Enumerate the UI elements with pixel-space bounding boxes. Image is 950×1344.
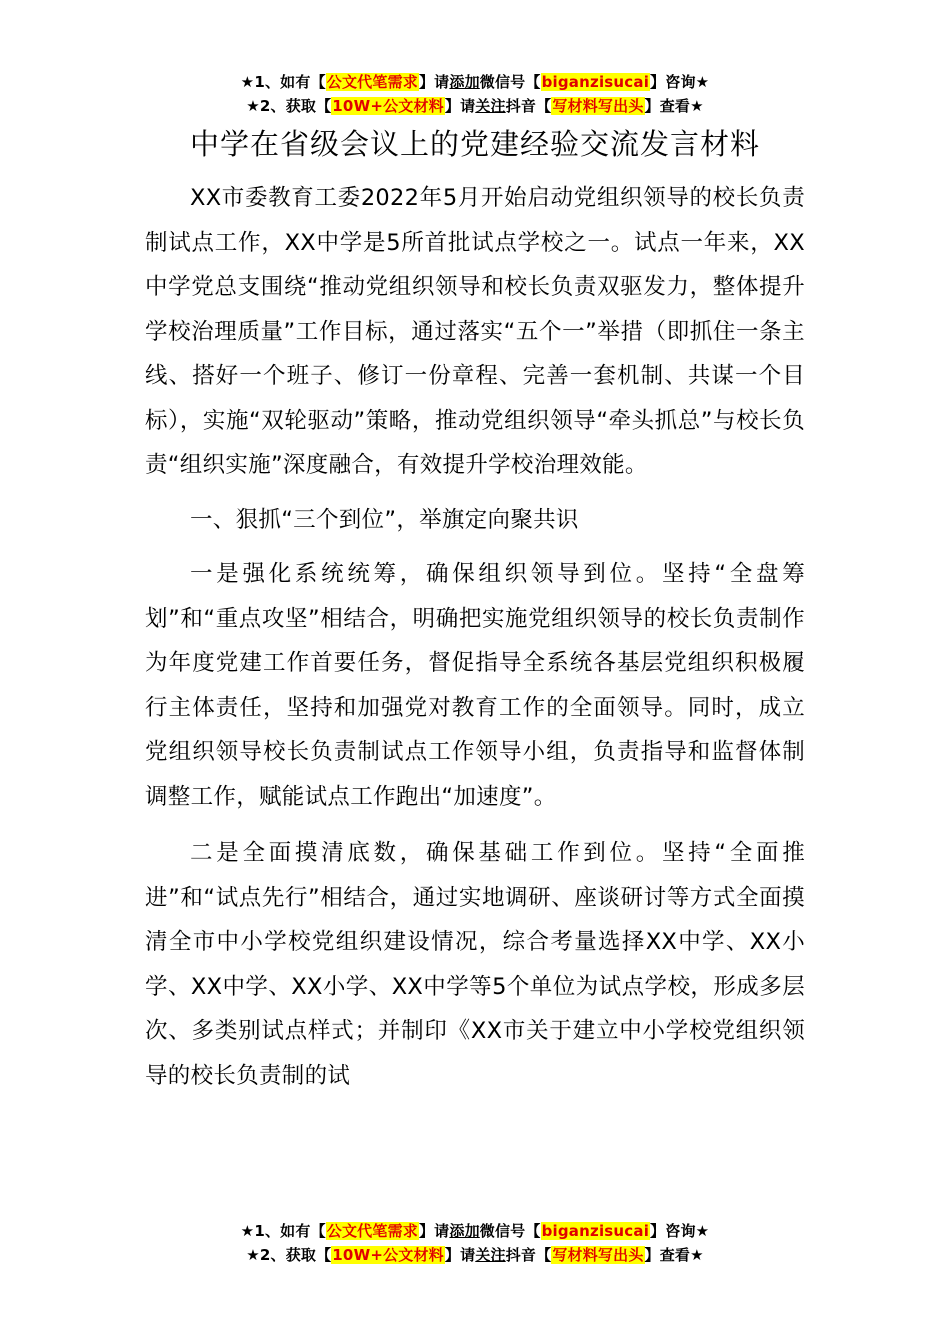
banner-text: 查看★ [659, 1246, 704, 1264]
banner-line-2 [0, 1243, 950, 1267]
banner-line-2 [0, 94, 950, 118]
banner-text: 抖音 [505, 1246, 537, 1264]
section-heading: 一、狠抓“三个到位”，举旗定向聚共识 [190, 506, 579, 533]
bracket: 】 [444, 97, 461, 115]
bracket: 【 [525, 1222, 541, 1240]
bracket: 【 [316, 97, 332, 115]
banner-text: ★2、获取 [246, 97, 317, 115]
highlight-wechat-id: biganzisucai [541, 73, 650, 91]
highlight-wechat-id: biganzisucai [541, 1222, 650, 1240]
document-title: 中学在省级会议上的党建经验交流发言材料 [189, 127, 760, 161]
paragraph-point-2: 二是全面摸清底数，确保基础工作到位。坚持“全面推进”和“试点先行”相结合，通过实地调研、座谈研讨等方式全面摸清全市中小学校党组织建设情况，综合考量选择XX中学、XX小学、XX中学、XX小学、XX中学等5个单位为试点学校，形成多层次、多类别试点样式；并制印《XX市关于建立中小学校党组织领导的校长负责制的试 [145, 840, 805, 1089]
banner-text: ★1、如有 [240, 73, 311, 91]
banner-underlined: 添加 [449, 1222, 480, 1240]
banner-text: 微信号 [479, 1222, 526, 1240]
bracket: 】 [444, 1246, 461, 1264]
highlight-materials: 10W+公文材料 [332, 97, 444, 115]
bracket: 【 [310, 1222, 326, 1240]
banner-text: ★1、如有 [240, 1222, 311, 1240]
bracket: 【 [525, 73, 541, 91]
bracket: 】 [644, 1246, 660, 1264]
bracket: 】 [418, 73, 435, 91]
banner-text: 请 [434, 1222, 450, 1240]
banner-underlined: 添加 [449, 73, 480, 91]
banner-underlined: 关注 [475, 97, 506, 115]
banner-text: 咨询★ [665, 1222, 710, 1240]
banner-line-1 [0, 1219, 950, 1243]
highlight-douyin-account: 写材料写出头 [552, 1246, 644, 1264]
header-banner [0, 70, 950, 118]
banner-text: 咨询★ [665, 73, 710, 91]
bracket: 【 [316, 1246, 332, 1264]
banner-text: 请 [460, 1246, 476, 1264]
document-body [145, 176, 805, 1098]
banner-text: 微信号 [479, 73, 526, 91]
bracket: 】 [650, 73, 666, 91]
paragraph-point-1: 一是强化系统统筹，确保组织领导到位。坚持“全盘筹划”和“重点攻坚”相结合，明确把实施党组织领导的校长负责制作为年度党建工作首要任务，督促指导全系统各基层党组织积极履行主体责任，坚持和加强党对教育工作的全面领导。同时，成立党组织领导校长负责制试点工作领导小组，负责指导和监督体制调整工作，赋能试点工作跑出“加速度”。 [145, 561, 805, 810]
bracket: 【 [536, 97, 552, 115]
highlight-douyin-account: 写材料写出头 [552, 97, 644, 115]
banner-text: 抖音 [505, 97, 537, 115]
banner-text: 查看★ [659, 97, 704, 115]
banner-text: ★2、获取 [246, 1246, 317, 1264]
highlight-service: 公文代笔需求 [326, 1222, 418, 1240]
banner-text: 请 [460, 97, 476, 115]
highlight-service: 公文代笔需求 [326, 73, 418, 91]
footer-banner [0, 1219, 950, 1267]
banner-text: 请 [434, 73, 450, 91]
bracket: 】 [644, 97, 660, 115]
banner-line-1 [0, 70, 950, 94]
bracket: 】 [418, 1222, 435, 1240]
banner-underlined: 关注 [475, 1246, 506, 1264]
paragraph-intro: XX市委教育工委2022年5月开始启动党组织领导的校长负责制试点工作，XX中学是5所首批试点学校之一。试点一年来，XX中学党总支围绕“推动党组织领导和校长负责双驱发力，整体提升学校治理质量”工作目标，通过落实“五个一”举措（即抓住一条主线、搭好一个班子、修订一份章程、完善一套机制、共谋一个目标），实施“双轮驱动”策略，推动党组织领导“牵头抓总”与校长负责“组织实施”深度融合，有效提升学校治理效能。 [145, 185, 805, 478]
bracket: 【 [310, 73, 326, 91]
bracket: 】 [650, 1222, 666, 1240]
bracket: 【 [536, 1246, 552, 1264]
highlight-materials: 10W+公文材料 [332, 1246, 444, 1264]
